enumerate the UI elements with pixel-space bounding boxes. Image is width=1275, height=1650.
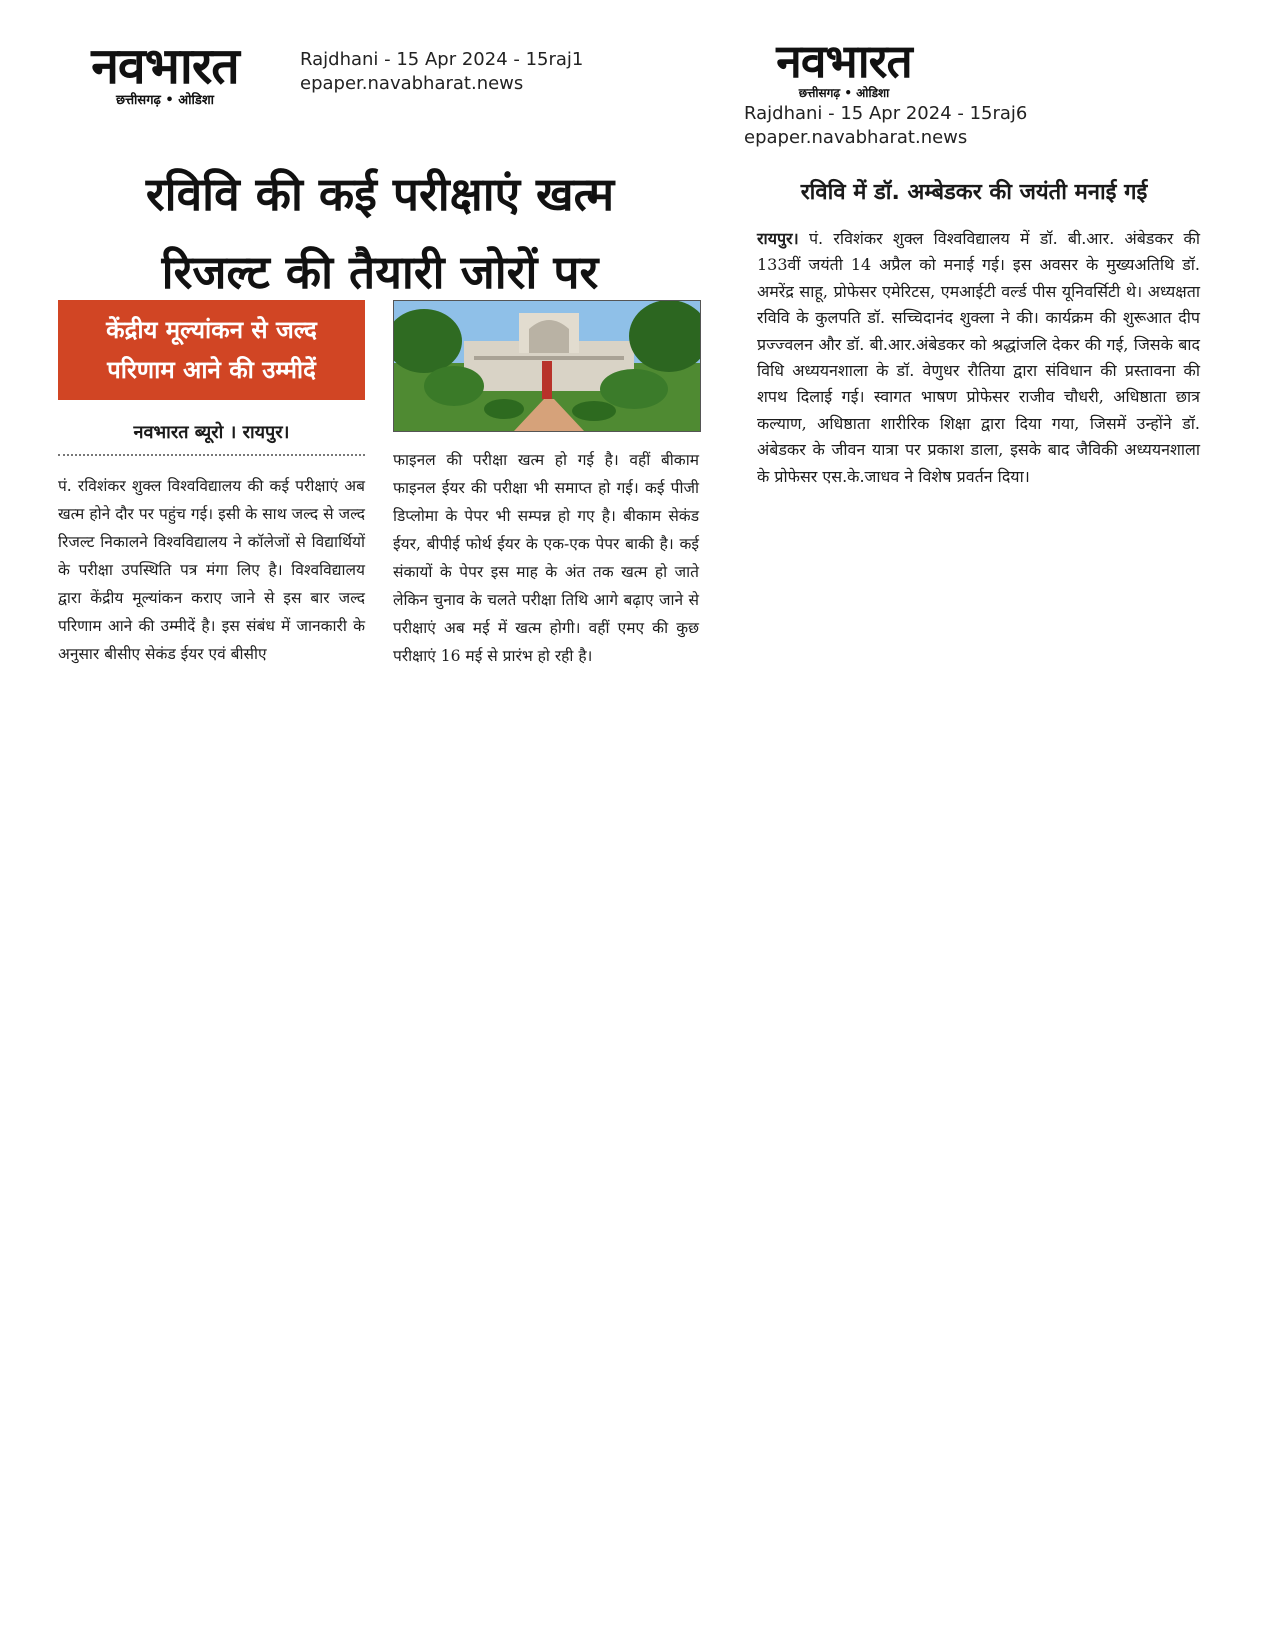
article-headline-line-1: रविवि की कई परीक्षाएं खत्म [145, 167, 615, 221]
edition-info: Rajdhani - 15 Apr 2024 - 15raj6 [744, 103, 1028, 124]
article-body [757, 226, 1200, 490]
article-subhead [58, 300, 365, 400]
edition-info: Rajdhani - 15 Apr 2024 - 15raj1 [300, 49, 584, 70]
university-building-photo [393, 300, 701, 432]
epaper-url[interactable]: epaper.navabharat.news [300, 73, 524, 94]
clip-meta [300, 48, 583, 96]
article-headline: रविवि में डॉ. अम्बेडकर की जयंती मनाई गई [800, 180, 1148, 205]
article-column-2: फाइनल की परीक्षा खत्म हो गई है। वहीं बीकाम फाइनल ईयर की परीक्षा भी समाप्त हो गई। कई पीजी डिप्लोमा के पेपर भी सम्पन्न हो गए है। बीकाम सेकंड ईयर, बीपीई फोर्थ ईयर के एक-एक पेपर बाकी है। कई संकायों के पेपर इस माह के अंत तक खत्म हो जाते लेकिन चुनाव के चलते परीक्षा तिथि आगे बढ़ाए जाने से परीक्षाएं अब मई में खत्म होगी। वहीं एमए की कुछ परीक्षाएं 16 मई से प्रारंभ हो रही है। [393, 451, 699, 665]
subhead-line-1: केंद्रीय मूल्यांकन से जल्द [106, 316, 317, 344]
logo-title: नवभारत [776, 34, 912, 88]
dateline: रायपुर। [757, 229, 799, 248]
logo-title: नवभारत [91, 37, 239, 95]
article-headline-line-2: रिजल्ट की तैयारी जोरों पर [161, 245, 599, 299]
clip-meta [744, 102, 1027, 150]
newspaper-logo [50, 38, 280, 108]
article-byline: नवभारत ब्यूरो । रायपुर। [133, 422, 290, 443]
divider [58, 454, 365, 456]
newspaper-logo [738, 34, 950, 104]
article-body-text: पं. रविशंकर शुक्ल विश्वविद्यालय में डॉ. बी.आर. अंबेडकर की 133वीं जयंती 14 अप्रैल को मनाई गई। इस अवसर के मुख्यअतिथि डॉ. अमरेंद्र साहू, प्रोफेसर एमेरिटस, एमआईटी वर्ल्ड पीस यूनिवर्सिटी थे। अध्यक्षता रविवि के कुलपति डॉ. सच्चिदानंद शुक्ला ने की। कार्यक्रम की शुरूआत दीप प्रज्ज्वलन और डॉ. बी.आर.अंबेडकर को श्रद्धांजलि देकर की गई, जिसके बाद विधि अध्ययनशाला के डॉ. वेणुधर रौतिया द्वारा संविधान की प्रस्तावना की शपथ दिलाई गई। स्वागत भाषण प्रोफेसर राजीव चौधरी, अधिष्ठाता छात्र कल्याण, अधिष्ठाता शारीरिक शिक्षा द्वारा दिया गया, जिसमें उन्होंने डॉ. अंबेडकर के जीवन यात्रा पर प्रकाश डाला, इसके बाद जैविकी अध्ययनशाला के प्रोफेसर एस.के.जाधव ने विशेष प्रवर्तन दिया। [757, 229, 1200, 486]
subhead-line-2: परिणाम आने की उम्मीदें [107, 356, 316, 384]
logo-subtitle: छत्तीसगढ़ • ओडिशा [115, 93, 215, 108]
article-column-1: पं. रविशंकर शुक्ल विश्वविद्यालय की कई परीक्षाएं अब खत्म होने दौर पर पहुंच गई। इसी के साथ जल्द से जल्द रिजल्ट निकालने विश्वविद्यालय ने कॉलेजों से विद्यार्थियों के परीक्षा उपस्थिति पत्र मंगा लिए है। विश्वविद्यालय द्वारा केंद्रीय मूल्यांकन कराए जाने से इस बार जल्द परिणाम आने की उम्मीदें है। इस संबंध में जानकारी के अनुसार बीसीए सेकंड ईयर एवं बीसीए [58, 477, 365, 663]
epaper-url[interactable]: epaper.navabharat.news [744, 127, 968, 148]
logo-subtitle: छत्तीसगढ़ • ओडिशा [798, 86, 890, 100]
